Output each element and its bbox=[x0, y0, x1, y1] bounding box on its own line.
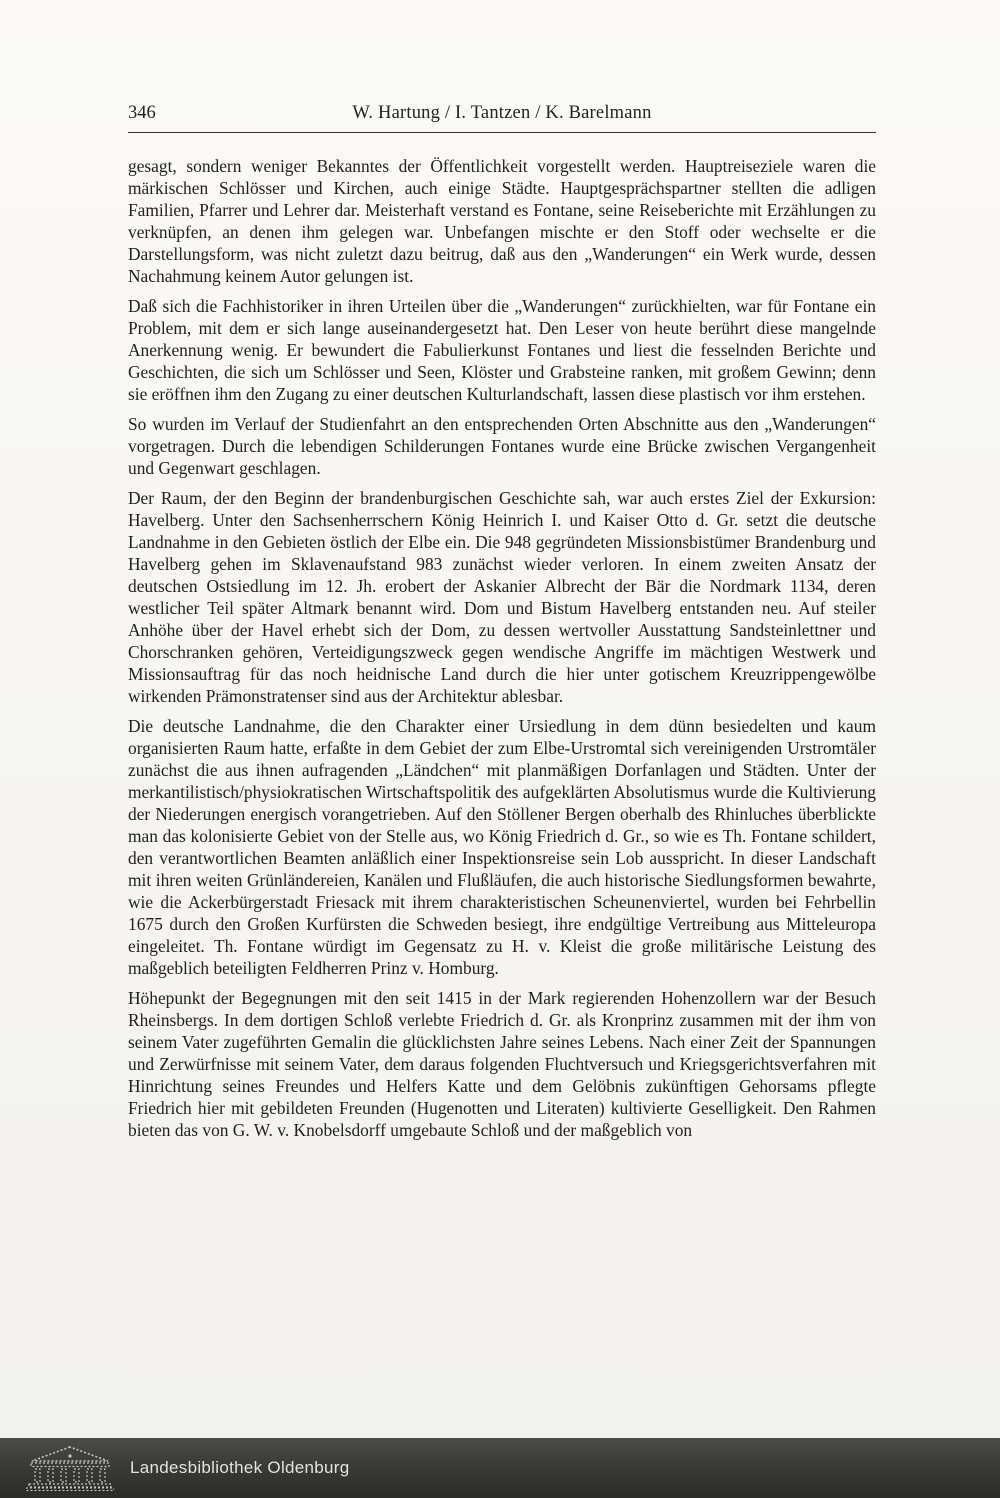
paragraph: So wurden im Verlauf der Studienfahrt an den entsprechenden Orten Abschnitte aus den „Wanderungen“ vorgetragen. Durch die lebendigen Schilderungen Fontanes wurde eine Brücke zwischen Vergangenheit und Gegenwart geschlagen. bbox=[128, 414, 876, 478]
page-header bbox=[128, 103, 876, 129]
running-head: W. Hartung / I. Tantzen / K. Barelmann bbox=[352, 103, 652, 123]
paragraph: Daß sich die Fachhistoriker in ihren Urteilen über die „Wanderungen“ zurückhielten, war für Fontane ein Problem, mit dem er sich lange auseinandergesetzt hat. Den Leser von heute berührt diese mangelnde Anerkennung wenig. Er bewundert die Fabulierkunst Fontanes und liest die fesselnden Berichte und Geschichten, die sich um Schlösser und Seen, Klöster und Grabsteine ranken, mit großem Gewinn; denn sie eröffnen ihm den Zugang zu einer deutschen Kulturlandschaft, lassen diese plastisch vor ihm erstehen. bbox=[128, 296, 876, 404]
paragraph: gesagt, sondern weniger Bekanntes der Öffentlichkeit vorgestellt werden. Hauptreiseziele waren die märkischen Schlösser und Kirchen, auch einige Städte. Hauptgesprächspartner stellten die adligen Familien, Pfarrer und Lehrer dar. Meisterhaft verstand es Fontane, seine Reiseberichte mit Erzählungen zu verknüpfen, an denen ihm gelegen war. Unbefangen mischte er den Stoff oder wechselte er die Darstellungsform, was nicht zuletzt dazu beitrug, daß aus den „Wanderungen“ ein Werk wurde, dessen Nachahmung keinem Autor gelungen ist. bbox=[128, 156, 876, 286]
body-text bbox=[128, 155, 876, 1141]
paragraph: Höhepunkt der Begegnungen mit den seit 1415 in der Mark regierenden Hohenzollern war der Besuch Rheinsbergs. In dem dortigen Schloß verlebte Friedrich d. Gr. als Kronprinz zusammen mit der ihm von seinem Vater zugeführten Gemalin die glücklichsten Jahre seines Lebens. Nach einer Zeit der Spannungen und Zerwürfnisse mit seinem Vater, dem daraus folgenden Fluchtversuch und Kriegsgerichtsverfahren mit Hinrichtung seines Freundes und Helfers Katte und dem Gelöbnis zukünftigen Gehorsams pflegte Friedrich hier mit gebildeten Freunden (Hugenotten und Literaten) kultivierte Geselligkeit. Den Rahmen bieten das von G. W. v. Knobelsdorff umgebaute Schloß und der maßgeblich von bbox=[128, 988, 876, 1140]
page-content bbox=[128, 103, 876, 1149]
paragraph: Die deutsche Landnahme, die den Charakter einer Ursiedlung in dem dünn besiedelten und kaum organisierten Raum hatte, erfaßte in dem Gebiet der zum Elbe-Urstromtal sich vereinigenden Urstromtäler zunächst die aus ihnen aufragenden „Ländchen“ mit planmäßigen Dorfanlagen und Städten. Unter der merkantilistisch/physiokratischen Wirtschaftspolitik des aufgeklärten Absolutismus wurde die Kultivierung der Niederungen energisch vorangetrieben. Auf den Stöllener Bergen oberhalb des Rhinluches überblickte man das kolonisierte Gebiet von der Stelle aus, wo König Friedrich d. Gr., so wie es Th. Fontane schildert, den verantwortlichen Beamten anläßlich einer Inspektionsreise sein Lob ausspricht. In dieser Landschaft mit ihren weiten Grünländereien, Kanälen und Flußläufen, die auch historische Siedlungsformen bewahrte, wie die Ackerbürgerstadt Friesack mit ihrem charakteristischen Scheunenviertel, wurden bei Fehrbellin 1675 durch den Großen Kurfürsten die Schweden besiegt, ihre endgültige Vertreibung aus Mitteleuropa eingeleitet. Th. Fontane würdigt im Gegensatz zu H. v. Kleist die große militärische Leistung des maßgeblich beteiligten Feldherren Prinz v. Homburg. bbox=[128, 716, 876, 978]
page-number: 346 bbox=[128, 103, 156, 123]
footer-watermark-band bbox=[0, 1438, 1000, 1498]
header-rule bbox=[128, 132, 876, 133]
library-name-label: Landesbibliothek Oldenburg bbox=[130, 1458, 350, 1477]
paragraph: Der Raum, der den Beginn der brandenburgischen Geschichte sah, war auch erstes Ziel der Exkursion: Havelberg. Unter den Sachsenherrschern König Heinrich I. und Kaiser Otto d. Gr. setzt die deutsche Landnahme in den Gebieten östlich der Elbe ein. Die 948 gegründeten Missionsbistümer Brandenburg und Havelberg gehen im Sklavenaufstand 983 zunächst wieder verloren. In einem zweiten Ansatz der deutschen Ostsiedlung im 12. Jh. erobert der Askanier Albrecht der Bär die Nordmark 1134, deren westlicher Teil später Altmark benannt wird. Dom und Bistum Havelberg entstanden neu. Auf steiler Anhöhe über der Havel erhebt sich der Dom, zu dessen wertvoller Ausstattung Sandsteinlettner und Chorschranken gehören, Verteidigungszweck gegen wendische Angriffe im mächtigen Westwerk und Missionsauftrag für das noch heidnische Land durch die hier unter gotischem Kreuzrippengewölbe wirkenden Prämonstratenser sind aus der Architektur ablesbar. bbox=[128, 488, 876, 706]
library-building-icon bbox=[26, 1445, 114, 1491]
